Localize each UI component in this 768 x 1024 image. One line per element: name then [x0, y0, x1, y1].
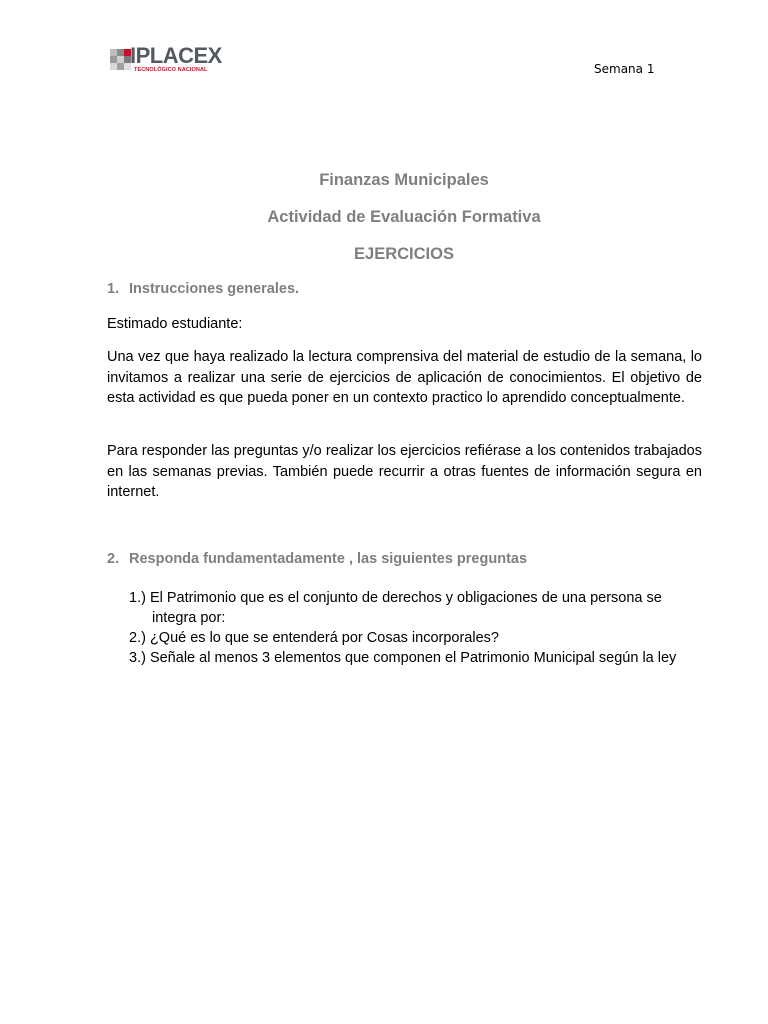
course-title: Finanzas Municipales: [319, 171, 489, 189]
logo-squares-icon: [110, 49, 132, 71]
list-item: 1.) El Patrimonio que es el conjunto de derechos y obligaciones de una persona se integra por:: [129, 590, 662, 626]
week-label: Semana 1: [594, 62, 655, 76]
section-title: EJERCICIOS: [354, 245, 454, 263]
section-heading-questions: [107, 551, 527, 567]
section-heading-instructions: [107, 281, 299, 297]
logo-wordmark: IPLACEX: [130, 43, 222, 68]
section-number: 2.: [107, 551, 120, 567]
section-heading-text: Instrucciones generales.: [129, 281, 300, 297]
list-item: 2.) ¿Qué es lo que se entenderá por Cosas incorporales?: [129, 630, 499, 646]
logo-subtext: TECNOLÓGICO NACIONAL: [134, 67, 208, 73]
list-item: 3.) Señale al menos 3 elementos que componen el Patrimonio Municipal según la ley: [129, 650, 677, 666]
paragraph-instructions: Una vez que haya realizado la lectura comprensiva del material de estudio de la semana, lo invitamos a realizar una serie de ejercicios de aplicación de conocimientos. El objetivo de esta actividad es que pueda poner en un contexto practico lo aprendido conceptualmente.: [107, 349, 702, 406]
iplacex-logo: [110, 43, 222, 75]
section-number: 1.: [107, 281, 120, 297]
greeting: Estimado estudiante:: [107, 316, 243, 332]
section-heading-text: Responda fundamentadamente , las siguientes preguntas: [129, 551, 528, 567]
question-list: [129, 588, 709, 668]
paragraph-sources: Para responder las preguntas y/o realizar los ejercicios refiérase a los contenidos trabajados en las semanas previas. También puede recurrir a otras fuentes de información segura en internet.: [107, 443, 702, 500]
activity-title: Actividad de Evaluación Formativa: [267, 208, 541, 226]
